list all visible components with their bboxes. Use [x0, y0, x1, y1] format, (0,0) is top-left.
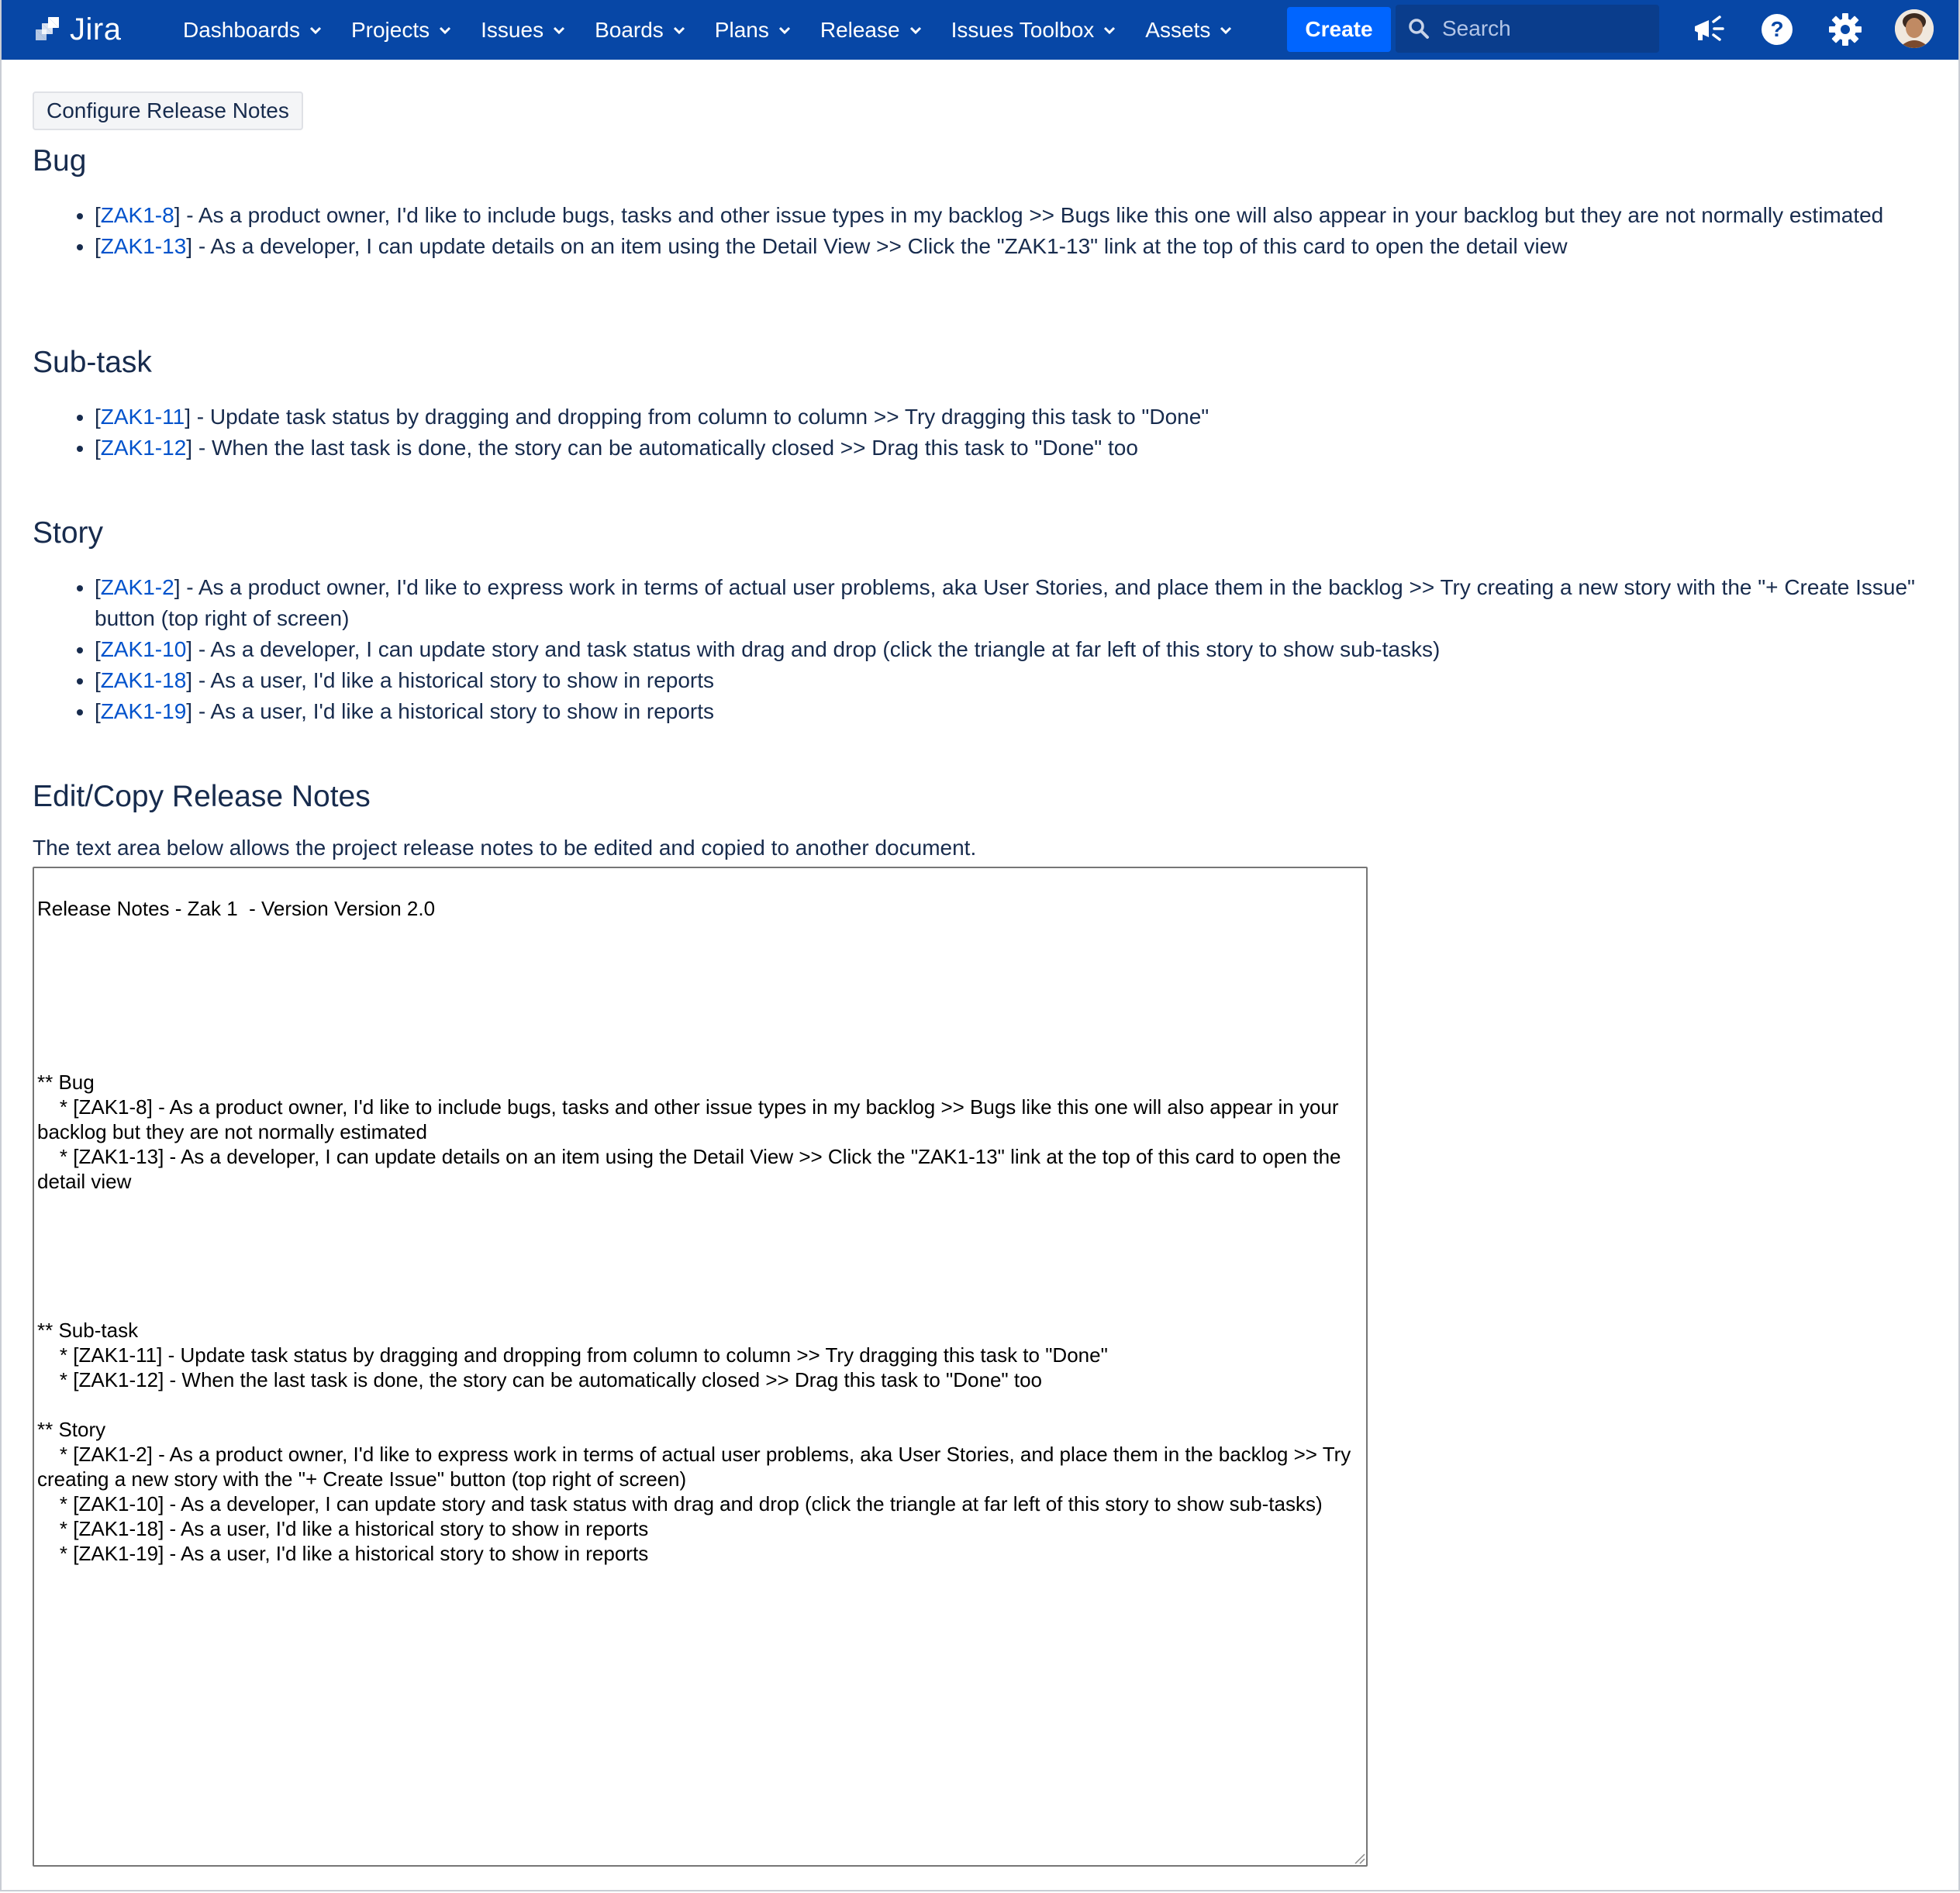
issue-link[interactable]: ZAK1-11 — [100, 405, 185, 429]
chevron-down-icon — [1220, 26, 1232, 34]
jira-logo-icon — [33, 14, 64, 45]
section-title-bug: Bug — [33, 144, 87, 178]
list-item: • [ZAK1-11] - Update task status by dragging and dropping from column to column >> Try dragging this task to "Done" — [95, 402, 1955, 433]
issue-link[interactable]: ZAK1-8 — [100, 203, 174, 227]
nav-plans[interactable] — [704, 9, 802, 52]
chevron-down-icon — [1103, 26, 1116, 34]
nav-menu — [172, 0, 1251, 60]
issue-link[interactable]: ZAK1-19 — [100, 699, 187, 723]
issue-link[interactable]: ZAK1-10 — [100, 637, 187, 661]
nav-issues[interactable] — [470, 9, 576, 52]
chevron-down-icon — [673, 26, 685, 34]
create-button[interactable]: Create — [1287, 7, 1391, 52]
issue-summary: - When the last task is done, the story can be automatically closed >> Drag this task to "Done" too — [192, 436, 1138, 460]
edit-copy-intro: The text area below allows the project release notes to be edited and copied to another document. — [33, 836, 977, 860]
nav-issues-label: Issues — [481, 17, 544, 42]
nav-boards-label: Boards — [595, 17, 664, 42]
chevron-down-icon — [439, 26, 451, 34]
nav-issues-toolbox-label: Issues Toolbox — [951, 17, 1095, 42]
jira-logo[interactable] — [33, 9, 121, 50]
issue-link[interactable]: ZAK1-2 — [100, 575, 174, 599]
issue-link[interactable]: ZAK1-18 — [100, 668, 187, 692]
section-title-sub-task: Sub-task — [33, 346, 152, 379]
settings-icon — [1828, 12, 1862, 47]
issue-summary: - As a user, I'd like a historical story to show in reports — [192, 699, 715, 723]
configure-release-notes-button[interactable]: Configure Release Notes — [33, 91, 303, 130]
list-item: • [ZAK1-12] - When the last task is done, the story can be automatically closed >> Drag this task to "Done" too — [95, 433, 1955, 464]
section-title-story: Story — [33, 516, 104, 550]
search-box[interactable] — [1396, 5, 1659, 53]
settings-button[interactable] — [1824, 8, 1867, 51]
issue-link[interactable]: ZAK1-13 — [100, 234, 187, 258]
chevron-down-icon — [909, 26, 922, 34]
list-item: • [ZAK1-19] - As a user, I'd like a historical story to show in reports — [95, 696, 1955, 727]
nav-projects-label: Projects — [350, 17, 430, 42]
issue-link[interactable]: ZAK1-12 — [100, 436, 187, 460]
issue-summary: - As a developer, I can update story and task status with drag and drop (click the triangle at far left of this story to show sub-tasks) — [192, 637, 1441, 661]
chevron-down-icon — [553, 26, 565, 34]
section-title-edit-copy: Edit/Copy Release Notes — [33, 780, 371, 813]
nav-release[interactable] — [809, 9, 933, 52]
nav-plans-label: Plans — [714, 17, 769, 42]
nav-issues-toolbox[interactable] — [940, 9, 1127, 52]
search-icon — [1408, 18, 1430, 40]
bug-list — [33, 200, 1955, 262]
story-list — [33, 572, 1955, 727]
list-item: • [ZAK1-8] - As a product owner, I'd like to include bugs, tasks and other issue types in my backlog >> Bugs like this one will also appear in your backlog but they are not normally estimated — [95, 200, 1955, 231]
svg-text:?: ? — [1770, 17, 1784, 41]
nav-dashboards-label: Dashboards — [183, 17, 300, 42]
sub-task-list — [33, 402, 1955, 464]
issue-summary: - Update task status by dragging and dropping from column to column >> Try dragging this task to "Done" — [190, 405, 1209, 429]
notifications-icon — [1692, 14, 1726, 45]
list-item: • [ZAK1-2] - As a product owner, I'd like to express work in terms of actual user problems, aka User Stories, and place them in the backlog >> Try creating a new story with the "+ Create Issue" button (top right of screen) — [95, 572, 1955, 634]
issue-summary: - As a developer, I can update details on an item using the Detail View >> Click the "ZAK1-13" link at the top of this card to open the detail view — [192, 234, 1568, 258]
help-icon — [1760, 12, 1794, 47]
top-navigation-bar — [2, 0, 1960, 60]
nav-release-label: Release — [820, 17, 900, 42]
issue-summary: - As a product owner, I'd like to include bugs, tasks and other issue types in my backlog >> Bugs like this one will also appear in your backlog but they are not normally estimated — [180, 203, 1884, 227]
notifications-button[interactable] — [1687, 8, 1731, 51]
chevron-down-icon — [778, 26, 791, 34]
nav-assets[interactable] — [1134, 9, 1243, 52]
search-input[interactable] — [1441, 16, 1645, 42]
resize-handle-icon[interactable] — [1352, 1851, 1366, 1865]
issue-summary: - As a user, I'd like a historical story to show in reports — [192, 668, 715, 692]
list-item: • [ZAK1-13] - As a developer, I can update details on an item using the Detail View >> Click the "ZAK1-13" link at the top of this card to open the detail view — [95, 231, 1955, 262]
nav-boards[interactable] — [584, 9, 696, 52]
help-button[interactable] — [1755, 8, 1799, 51]
list-item: • [ZAK1-18] - As a user, I'd like a historical story to show in reports — [95, 665, 1955, 696]
issue-summary: - As a product owner, I'd like to express work in terms of actual user problems, aka User Stories, and place them in the backlog >> Try creating a new story with the "+ Create Issue" button (top right of screen) — [95, 575, 1915, 630]
nav-assets-label: Assets — [1145, 17, 1211, 42]
chevron-down-icon — [309, 26, 322, 34]
release-notes-textarea[interactable] — [33, 867, 1368, 1867]
nav-projects[interactable] — [340, 9, 462, 52]
logo-text: Jira — [70, 12, 122, 47]
avatar[interactable] — [1895, 9, 1934, 48]
nav-dashboards[interactable] — [172, 9, 333, 52]
user-avatar-icon — [1895, 9, 1934, 48]
list-item: • [ZAK1-10] - As a developer, I can update story and task status with drag and drop (click the triangle at far left of this story to show sub-tasks) — [95, 634, 1955, 665]
